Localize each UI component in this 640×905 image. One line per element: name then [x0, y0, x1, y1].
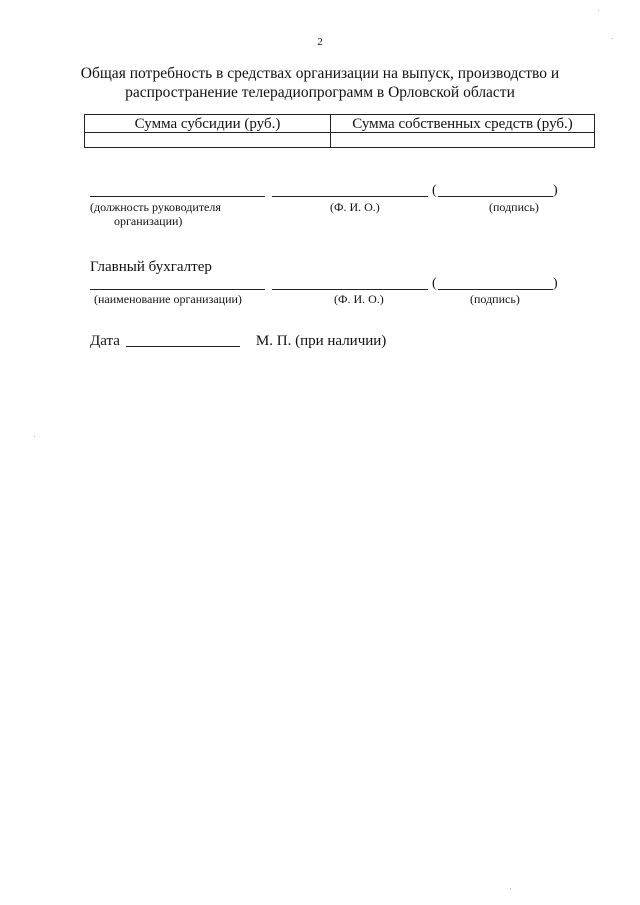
- head-signature-caption: (подпись): [489, 200, 539, 214]
- head-open-paren: (: [432, 183, 437, 198]
- scan-speck: [34, 436, 35, 437]
- date-label: Дата: [90, 333, 120, 349]
- header-subsidy-amount: Сумма субсидии (руб.): [85, 115, 331, 133]
- date-field-line[interactable]: [126, 346, 240, 347]
- scan-speck: [612, 38, 613, 39]
- head-position-caption-cont: организации): [114, 214, 183, 228]
- cell-subsidy-amount[interactable]: [85, 133, 331, 148]
- accountant-open-paren: (: [432, 276, 437, 291]
- cell-own-funds-amount[interactable]: [331, 133, 595, 148]
- accountant-org-caption: (наименование организации): [94, 292, 242, 306]
- header-own-funds-amount: Сумма собственных средств (руб.): [331, 115, 595, 133]
- accountant-signature-line[interactable]: [438, 289, 553, 290]
- document-title: Общая потребность в средствах организации на выпуск, производство и распространение телерадиопрограмм в Орловской области: [80, 65, 560, 101]
- head-position-caption: (должность руководителя: [90, 200, 221, 214]
- chief-accountant-label: Главный бухгалтер: [90, 259, 212, 275]
- accountant-org-line[interactable]: [90, 289, 265, 290]
- funds-table: [84, 114, 595, 148]
- scan-speck: [510, 888, 511, 889]
- head-signature-line[interactable]: [438, 196, 553, 197]
- accountant-name-caption: (Ф. И. О.): [334, 292, 384, 306]
- accountant-close-paren: ): [553, 276, 558, 291]
- page-number: 2: [317, 36, 323, 48]
- head-close-paren: ): [553, 183, 558, 198]
- stamp-label: М. П. (при наличии): [255, 333, 387, 349]
- scan-speck: [598, 10, 599, 11]
- table-header-row: [85, 115, 595, 133]
- head-position-line[interactable]: [90, 196, 265, 197]
- head-name-caption: (Ф. И. О.): [330, 200, 380, 214]
- accountant-name-line[interactable]: [272, 289, 428, 290]
- head-name-line[interactable]: [272, 196, 428, 197]
- date-stamp-row: [90, 333, 386, 350]
- accountant-signature-caption: (подпись): [470, 292, 520, 306]
- table-row: [85, 133, 595, 148]
